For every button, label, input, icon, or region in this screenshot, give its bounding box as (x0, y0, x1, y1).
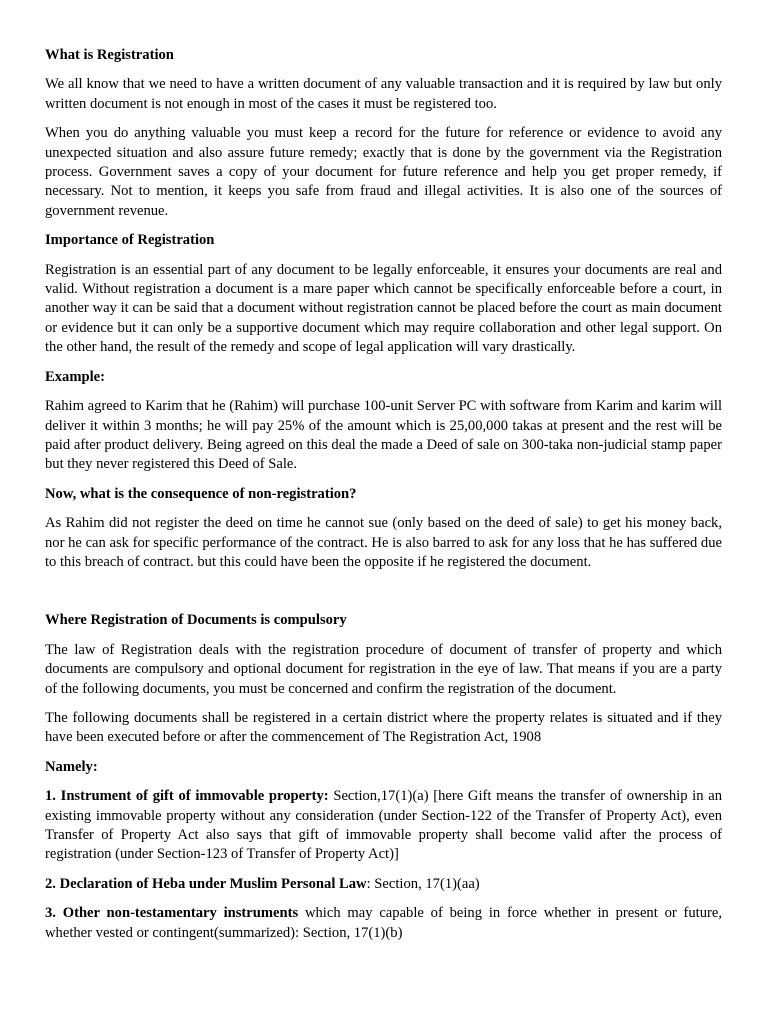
paragraph: When you do anything valuable you must keep a record for the future for reference or evidence to avoid any unexpected situation and also assure future remedy; exactly that is done by the government via the Registration process. Government saves a copy of your document for future reference and help you get proper remedy, if necessary. Not to mention, it keeps you safe from fraud and illegal activities. It is also one of the sources of government revenue. (45, 125, 722, 219)
paragraph: Registration is an essential part of any document to be legally enforceable, it ensures your documents are real and valid. Without registration a document is a mare paper which cannot be specifically enforceable before a court, in another way it can be said that a document without registration cannot be placed before the court as main document or evidence but it can only be a supportive document which may require collaboration and other legal support. On the other hand, the result of the remedy and scope of legal application will vary drastically. (45, 261, 722, 356)
heading-example: Example: (45, 368, 105, 385)
heading-consequence: Now, what is the consequence of non-registration? (45, 485, 357, 502)
paragraph: Rahim agreed to Karim that he (Rahim) will purchase 100-unit Server PC with software from Karim and karim will deliver it within 3 months; he will pay 25% of the amount which is 25,00,000 takas at present and the rest will be paid after product delivery. Being agreed on this deal the made a Deed of sale on 300-taka non-judicial stamp paper but they never registered this Deed of Sale. (45, 398, 722, 473)
list-item-label: 2. Declaration of Heba under Muslim Personal Law (45, 875, 367, 892)
list-item (45, 787, 722, 865)
heading-importance-of-registration: Importance of Registration (45, 232, 215, 249)
list-item-label: 1. Instrument of gift of immovable property: (45, 788, 329, 805)
heading-compulsory-registration: Where Registration of Documents is compulsory (45, 612, 347, 629)
heading-what-is-registration: What is Registration (45, 47, 174, 63)
paragraph: The law of Registration deals with the registration procedure of document of transfer of property and which documents are compulsory and optional document for registration in the eye of law. That means if you are a party of the following documents, you must be concerned and confirm the registration of the document. (45, 641, 722, 697)
list-item-label: 3. Other non-testamentary instruments (45, 905, 299, 922)
list-item-text: Section,17(1)(a) [here Gift means the transfer of ownership in an existing immovable property without any consideration (under Section-122 of the Transfer of Property Act), even Transfer of Property Act also says that gift of immovable property shall become valid after the process of registration (under Section-123 of Transfer of Property Act)] (45, 788, 723, 863)
paragraph: As Rahim did not register the deed on time he cannot sue (only based on the deed of sale) to get his money back, nor he can ask for specific performance of the contract. He is also barred to ask for any loss that he has suffered due to this breach of contract. but this could have been the opposite if he registered the document. (45, 515, 722, 570)
list-item (45, 875, 722, 894)
section-spacer (45, 582, 722, 611)
list-item-text: which may capable of being in force whether in present or future, whether vested or contingent(summarized): Section, 17(1)(b) (45, 905, 723, 941)
paragraph: We all know that we need to have a written document of any valuable transaction and it is required by law but only written document is not enough in most of the cases it must be registered too. (45, 76, 722, 112)
namely-label: Namely: (45, 758, 98, 775)
list-item (45, 904, 722, 943)
paragraph: The following documents shall be registered in a certain district where the property relates is situated and if they have been executed before or after the commencement of The Registration Act, 1908 (45, 709, 722, 746)
list-item-text: : Section, 17(1)(aa) (366, 875, 480, 892)
